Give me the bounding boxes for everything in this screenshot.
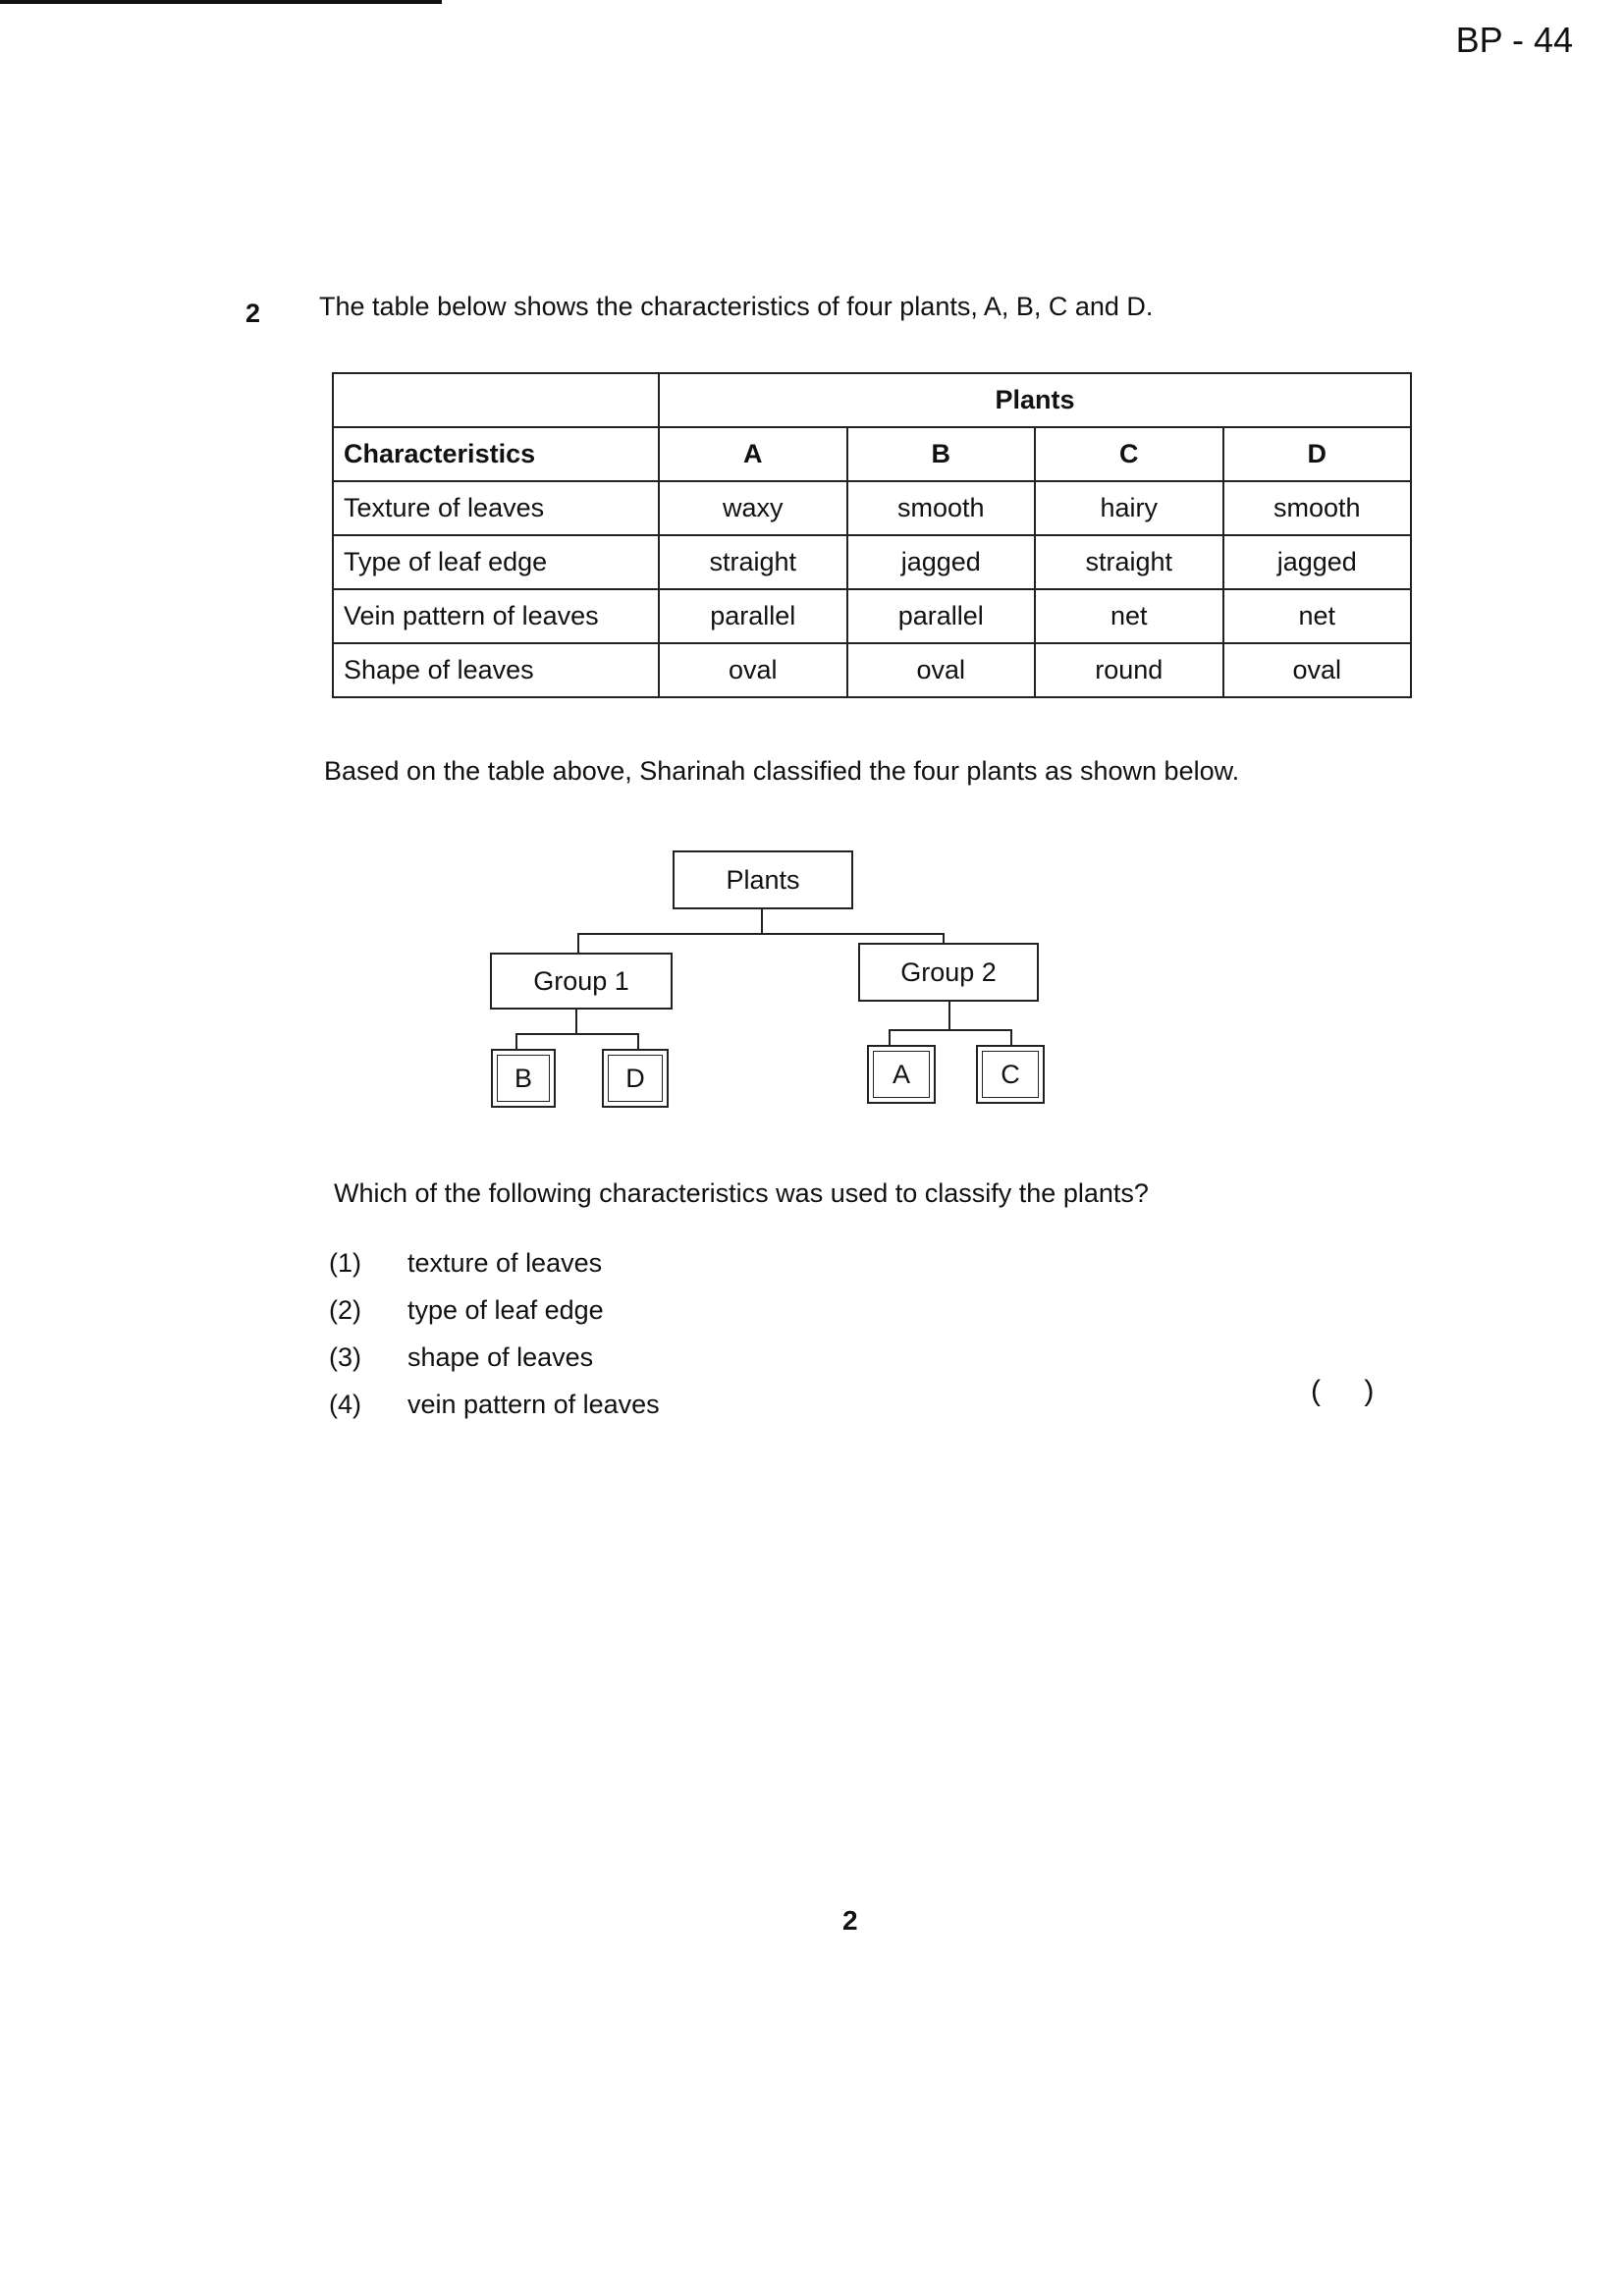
connector-line xyxy=(948,1002,950,1031)
option-2[interactable] xyxy=(329,1286,660,1334)
connector-line xyxy=(637,1033,639,1049)
connector-line xyxy=(515,1033,639,1035)
question-intro: The table below shows the characteristics of four plants, A, B, C and D. xyxy=(319,292,1154,321)
row-label: Texture of leaves xyxy=(333,481,659,535)
connector-line xyxy=(577,933,579,953)
table-cell: smooth xyxy=(847,481,1036,535)
column-header-d: D xyxy=(1223,427,1412,481)
table-cell: jagged xyxy=(1223,535,1412,589)
table-cell: straight xyxy=(1035,535,1223,589)
group-1-box: Group 1 xyxy=(490,953,673,1010)
answer-bracket[interactable]: ( ) xyxy=(1311,1375,1375,1407)
option-1[interactable] xyxy=(329,1239,660,1286)
group-2-box: Group 2 xyxy=(858,943,1039,1002)
plant-b-box: B xyxy=(491,1049,556,1108)
table-header-row xyxy=(333,373,1411,427)
plants-root-box: Plants xyxy=(673,850,853,909)
table-corner-cell xyxy=(333,373,659,427)
row-label: Vein pattern of leaves xyxy=(333,589,659,643)
table-cell: oval xyxy=(847,643,1036,697)
table-row xyxy=(333,535,1411,589)
characteristics-header: Characteristics xyxy=(333,427,659,481)
option-text: shape of leaves xyxy=(407,1341,594,1372)
table-cell: oval xyxy=(1223,643,1412,697)
connector-line xyxy=(515,1033,517,1049)
table-row xyxy=(333,643,1411,697)
table-cell: jagged xyxy=(847,535,1036,589)
option-3[interactable] xyxy=(329,1334,660,1381)
option-text: type of leaf edge xyxy=(407,1294,604,1325)
page-number: 2 xyxy=(842,1905,858,1936)
table-cell: waxy xyxy=(659,481,847,535)
table-cell: net xyxy=(1223,589,1412,643)
table-cell: straight xyxy=(659,535,847,589)
table-cell: parallel xyxy=(847,589,1036,643)
table-cell: hairy xyxy=(1035,481,1223,535)
row-label: Type of leaf edge xyxy=(333,535,659,589)
table-cell: round xyxy=(1035,643,1223,697)
plants-group-header: Plants xyxy=(659,373,1411,427)
option-number: (2) xyxy=(329,1294,361,1325)
plant-a-box: A xyxy=(867,1045,936,1104)
plant-c-box: C xyxy=(976,1045,1045,1104)
table-row xyxy=(333,481,1411,535)
plant-d-box: D xyxy=(602,1049,669,1108)
top-rule xyxy=(0,0,442,4)
column-header-b: B xyxy=(847,427,1036,481)
table-cell: parallel xyxy=(659,589,847,643)
table-cell: smooth xyxy=(1223,481,1412,535)
connector-line xyxy=(1010,1029,1012,1045)
connector-line xyxy=(889,1029,891,1045)
row-label: Shape of leaves xyxy=(333,643,659,697)
option-number: (1) xyxy=(329,1247,361,1278)
connector-line xyxy=(889,1029,1012,1031)
column-header-c: C xyxy=(1035,427,1223,481)
column-header-a: A xyxy=(659,427,847,481)
page-code: BP - 44 xyxy=(1455,20,1573,60)
options-list xyxy=(329,1239,660,1428)
connector-line xyxy=(761,909,763,935)
question-prompt: Which of the following characteristics was used to classify the plants? xyxy=(334,1178,1149,1208)
table-cell: net xyxy=(1035,589,1223,643)
table-column-row xyxy=(333,427,1411,481)
classification-intro: Based on the table above, Sharinah classified the four plants as shown below. xyxy=(324,756,1240,786)
table-row xyxy=(333,589,1411,643)
table-cell: oval xyxy=(659,643,847,697)
connector-line xyxy=(575,1010,577,1035)
option-4[interactable] xyxy=(329,1381,660,1428)
option-text: vein pattern of leaves xyxy=(407,1389,660,1419)
question-number: 2 xyxy=(245,299,261,328)
option-number: (3) xyxy=(329,1341,361,1372)
connector-line xyxy=(577,933,945,935)
characteristics-table xyxy=(332,372,1412,698)
option-number: (4) xyxy=(329,1389,361,1419)
option-text: texture of leaves xyxy=(407,1247,603,1278)
